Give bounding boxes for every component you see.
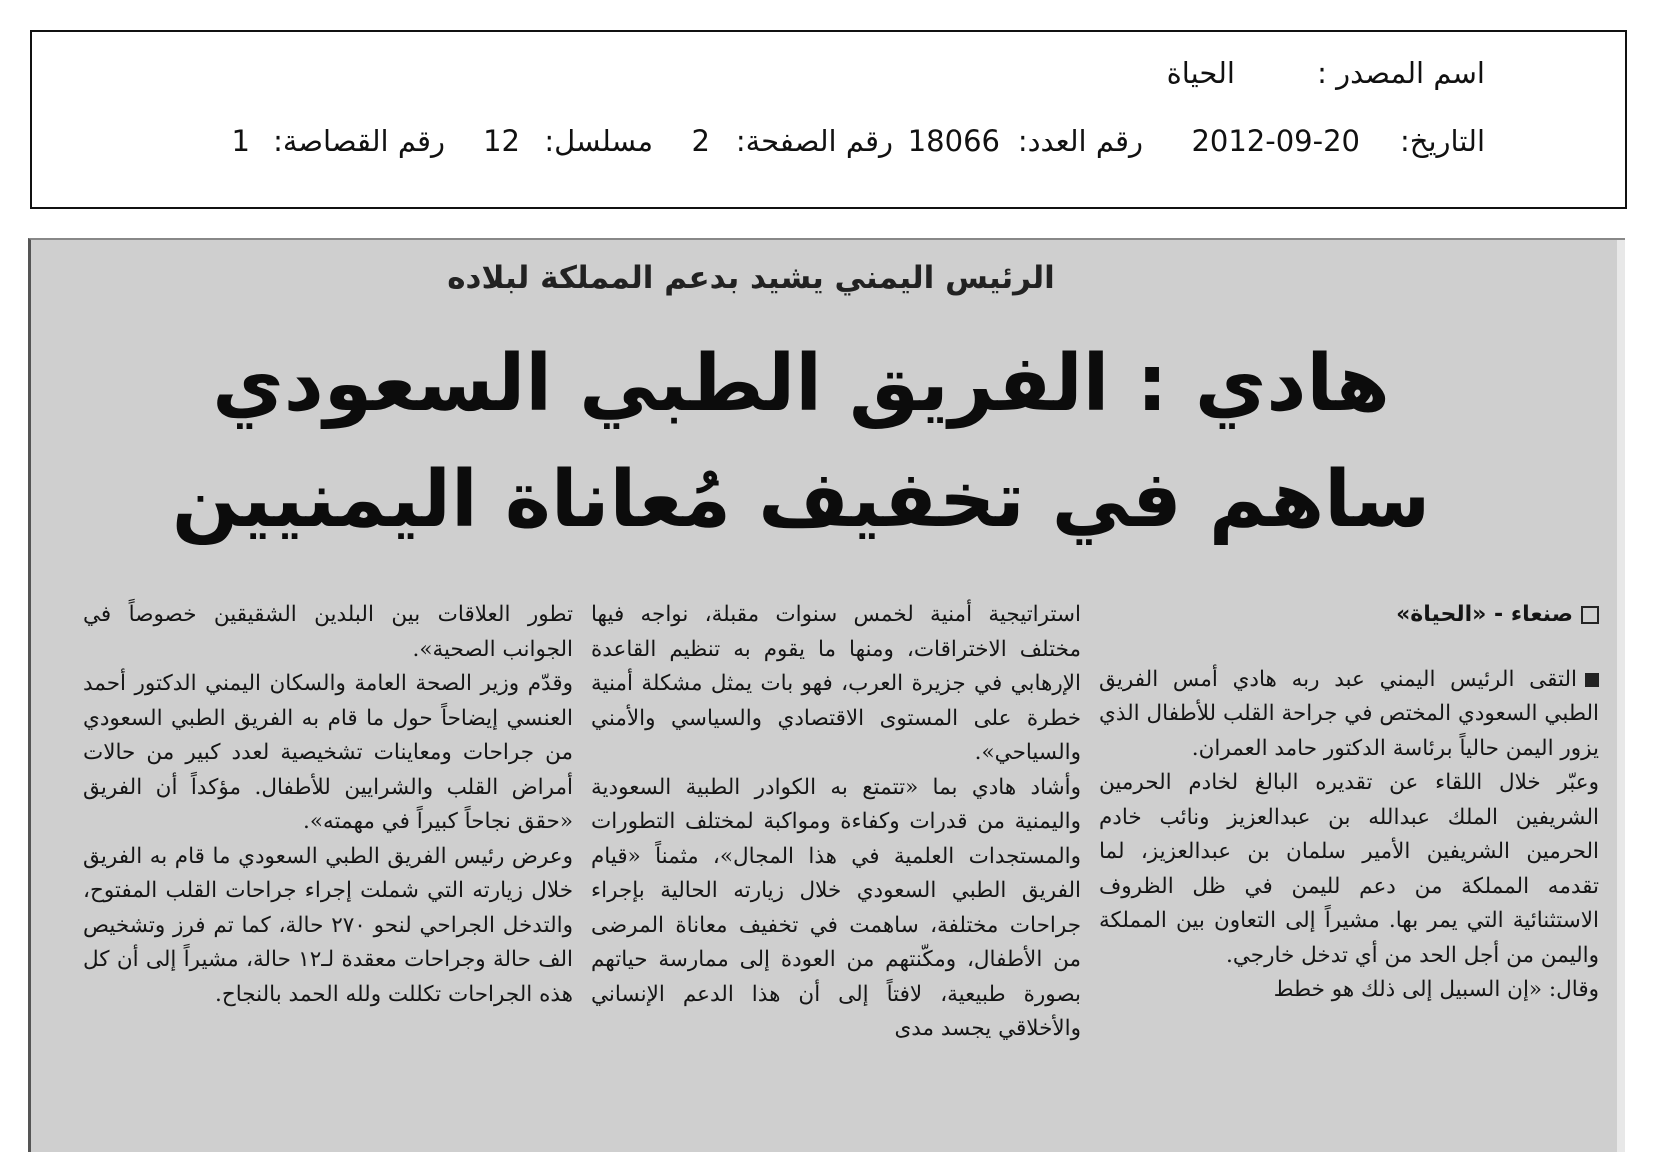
square-icon: [1581, 606, 1599, 624]
source-label: اسم المصدر :: [1317, 56, 1485, 90]
headline-line-1: هادي : الفريق الطبي السعودي: [212, 339, 1390, 429]
paragraph: التقى الرئيس اليمني عبد ربه هادي أمس الفريق الطبي السعودي المختص في جراحة القلب للأطفال الذي يزور اليمن حالياً برئاسة الدكتور حامد العمران.: [1099, 666, 1599, 761]
newspaper-clipping: [28, 238, 1625, 1152]
page-value: 2: [691, 124, 710, 158]
paragraph: تطور العلاقات بين البلدين الشقيقين خصوصاً في الجوانب الصحية».: [83, 602, 573, 662]
page-label: رقم الصفحة:: [735, 124, 893, 158]
paragraph: وعرض رئيس الفريق الطبي السعودي ما قام به الفريق خلال زيارته التي شملت إجراء جراحات القلب المفتوح، والتدخل الجراحي لنحو ٢٧٠ حالة، كما تم فرز وتشخيص الف حالة وجراحات معقدة لـ١٢ حالة، مشيراً إلى أن كل هذه الجراحات تكللت ولله الحمد بالنجاح.: [83, 843, 573, 1007]
paragraph: وقال: «إن السبيل إلى ذلك هو خطط: [1273, 977, 1599, 1002]
issue-label: رقم العدد:: [1017, 124, 1143, 158]
dateline: صنعاء - «الحياة»: [1099, 598, 1599, 633]
article-column-right: [1099, 598, 1599, 1008]
article-kicker: الرئيس اليمني يشيد بدعم المملكة لبلاده: [447, 260, 1055, 296]
bullet-square-icon: [1585, 673, 1599, 687]
paragraph: استراتيجية أمنية لخمس سنوات مقبلة، نواجه فيها مختلف الاختراقات، ومنها ما يقوم به تنظيم القاعدة الإرهابي في جزيرة العرب، فهو بات يمثل مشكلة أمنية خطرة على المستوى الاقتصادي والسياسي والأمني والسياحي».: [591, 602, 1081, 765]
article-column-middle: [591, 598, 1081, 1047]
headline-line-2: ساهم في تخفيف مُعاناة اليمنيين: [171, 455, 1431, 545]
clip-label: رقم القصاصة:: [273, 124, 445, 158]
paragraph: وعبّر خلال اللقاء عن تقديره البالغ لخادم الحرمين الشريفين الملك عبدالله بن عبدالعزيز ونائب خادم الحرمين الشريفين الأمير سلمان بن عبدالعزيز، لما تقدمه المملكة من دعم لليمن في ظل الظروف الاستثنائية التي يمر بها. مشيراً إلى التعاون بين المملكة واليمن من أجل الحد من أي تدخل خارجي.: [1099, 770, 1599, 968]
paragraph: وقدّم وزير الصحة العامة والسكان اليمني الدكتور أحمد العنسي إيضاحاً حول ما قام به الفريق الطبي السعودي من جراحات ومعاينات تشخيصية لعدد كبير من حالات أمراض القلب والشرايين للأطفال. مؤكداً أن الفريق «حقق نجاحاً كبيراً في مهمته».: [83, 671, 573, 834]
serial-label: مسلسل:: [544, 124, 653, 158]
date-value: 2012-09-20: [1191, 124, 1360, 158]
issue-value: 18066: [907, 124, 1000, 158]
serial-value: 12: [483, 124, 520, 158]
clip-edge: [1617, 240, 1625, 1152]
paragraph: وأشاد هادي بما «تتمتع به الكوادر الطبية السعودية واليمنية من قدرات وكفاءة ومواكبة لمختلف التطورات والمستجدات العلمية في هذا المجال»، مثمناً «قيام الفريق الطبي السعودي خلال زيارته الحالية بإجراء جراحات مختلفة، ساهمت في تخفيف معاناة المرضى من الأطفال، ومكّنتهم من العودة إلى ممارسة حياتهم بصورة طبيعية، لافتاً إلى أن هذا الدعم الإنساني والأخلاقي يجسد مدى: [591, 774, 1081, 1041]
source-value: الحياة: [1166, 56, 1235, 90]
article-column-left: [83, 598, 573, 1012]
date-label: التاريخ:: [1399, 124, 1485, 158]
source-metadata-box: [30, 30, 1627, 209]
clip-value: 1: [231, 124, 250, 158]
